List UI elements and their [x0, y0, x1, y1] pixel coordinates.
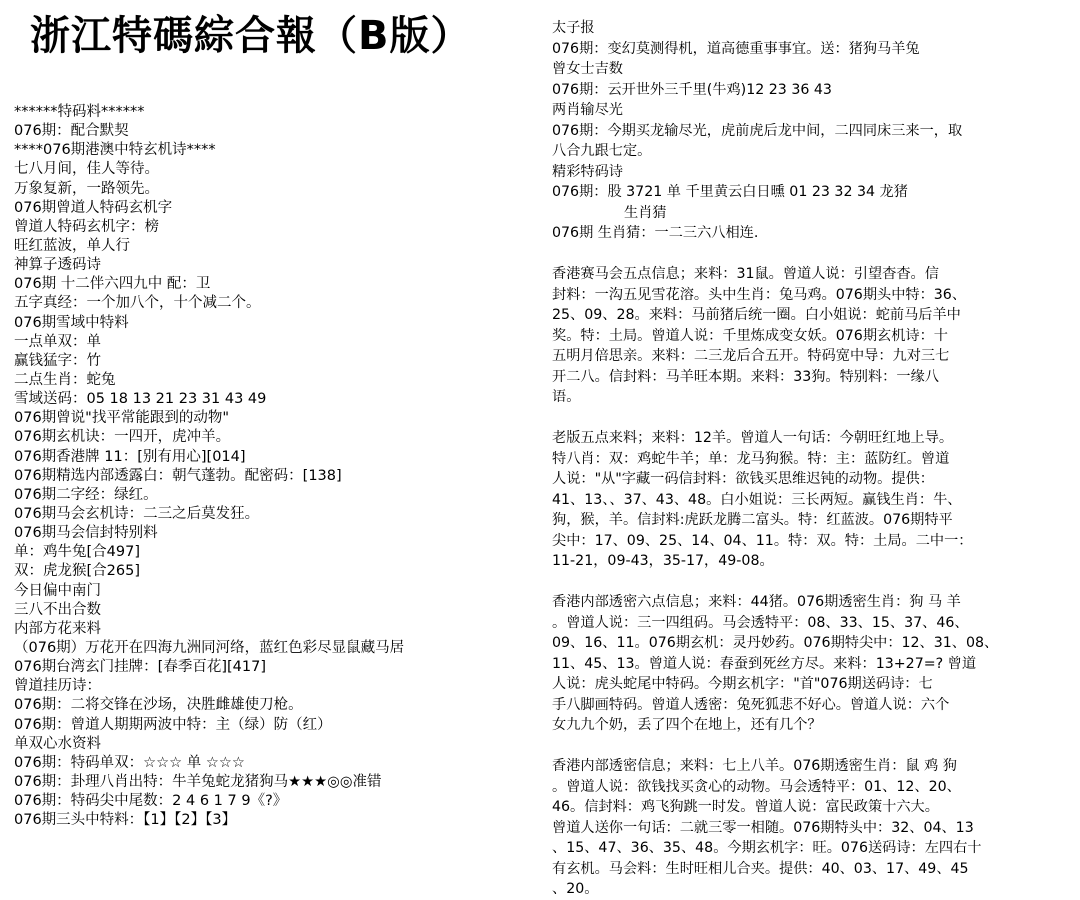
text-line: 有玄机。马会料：生时旺相儿合夹。提供：40、03、17、49、45 [552, 860, 969, 877]
text-line: 076期：曾道人期期两波中特：主（绿）防（红） [14, 716, 332, 733]
text-line: 09、16、11。076期玄机：灵丹妙药。076期特尖中：12、31、08、 [552, 635, 999, 651]
text-line: 076期：变幻莫测得机，道高德重事事宜。送：猪狗马羊兔 [552, 40, 920, 57]
text-line: 。曾道人说：欲钱找买贪心的动物。马会透特平：01、12、20、 [552, 778, 961, 795]
text-line: 076期马会信封特别料 [14, 525, 158, 542]
text-line: 076期 十二伴六四九中 配：卫 [14, 276, 211, 293]
text-line: 076期：股 3721 单 千里黄云白日曛 01 23 32 34 龙猪 [552, 184, 908, 200]
text-line: 赢钱猛字：竹 [14, 352, 101, 369]
text-line: 076期精选内部透露白：朝气蓬勃。配密码：[138] [14, 467, 342, 484]
text-line: 人说："从"字藏一码信封料：欲钱买思维迟钝的动物。提供： [552, 471, 934, 487]
text-line: 封料：一沟五见雪花溶。头中生肖：兔马鸡。076期头中特：36、 [552, 286, 967, 303]
text-line: 万象复新，一路领先。 [14, 180, 159, 197]
text-line: 八合九跟七定。 [552, 143, 652, 159]
text-line: 老版五点来料；来料：12羊。曾道人一句话：今朝旺红地上导。 [552, 430, 954, 446]
text-line: 、15、47、36、35、48。今期玄机字：旺。076送码诗：左四右十 [552, 840, 982, 856]
text-line: 076期：云开世外三千里(牛鸡)12 23 36 43 [552, 81, 832, 98]
text-line: （076期）万花开在四海九洲同河络，蓝红色彩尽显鼠藏马居 [14, 639, 405, 656]
text-line: 曾道人送你一句话：二就三零一相随。076期特头中：32、04、13 [552, 819, 974, 836]
text-line: 两肖输尽光 [552, 102, 623, 118]
text-line: 、20。 [552, 881, 599, 897]
text-line: 。曾道人说：三一四组码。马会透特平：08、33、15、37、46、 [552, 614, 969, 631]
text-line: 076期二字经：绿红。 [14, 486, 158, 503]
text-line: 旺红蓝波，单人行 [14, 237, 130, 254]
text-line: 076期香港牌 11：[别有用心][014] [14, 448, 246, 465]
text-line: 076期玄机诀：一四开，虎冲羊。 [14, 429, 231, 446]
text-line: 曾道挂历诗： [14, 678, 101, 695]
text-line: 人说：虎头蛇尾中特码。今期玄机字："首"076期送码诗：七 [552, 676, 933, 692]
text-line: 076期曾说"找平常能跟到的动物" [14, 410, 230, 427]
text-line: 076期：特码单双：☆☆☆ 单 ☆☆☆ [14, 754, 245, 771]
text-line: 神算子透码诗 [14, 257, 101, 274]
text-line: 076期曾道人特码玄机字 [14, 199, 173, 216]
text-line: 41、13、、37、43、48。白小姐说：三长两短。赢钱生肖：牛、 [552, 491, 962, 508]
page-title: 浙江特碼綜合報（B版） [30, 13, 472, 59]
text-line: 狗，猴，羊。信封料:虎跃龙腾二富头。特：红蓝波。076期特平 [552, 512, 953, 528]
text-line: 三八不出合数 [14, 601, 101, 618]
text-line: 46。信封料：鸡飞狗跳一时发。曾道人说：富民政策十六大。 [552, 799, 939, 815]
left-column [14, 103, 534, 830]
text-line: 奖。特：土局。曾道人说：千里炼成变女妖。076期玄机诗：十 [552, 327, 948, 344]
paragraph-gap [552, 408, 1076, 429]
text-line: 076期 生肖猜：一二三六八相连. [552, 225, 759, 241]
right-header-block [552, 18, 1076, 244]
text-line: 曾道人特码玄机字：榜 [14, 218, 159, 235]
text-line: 五字真经：一个加八个，十个减二个。 [14, 295, 261, 312]
text-line: 香港内部透密信息；来料：七上八羊。076期透密生肖：鼠 鸡 狗 [552, 758, 957, 774]
text-line: 11、45、13。曾道人说：春蚕到死丝方尽。来料：13+27=? 曾道 [552, 655, 977, 672]
text-line: 雪域送码：05 18 13 21 23 31 43 49 [14, 391, 267, 408]
text-line: 双：虎龙猴[合265] [14, 563, 140, 580]
text-line: 香港赛马会五点信息；来料：31鼠。曾道人说：引望杳杳。信 [552, 266, 939, 282]
text-line: 076期：特码尖中尾数：2 4 6 1 7 9《?》 [14, 793, 288, 810]
text-line: 11-21，09-43，35-17，49-08。 [552, 553, 774, 569]
paragraph-laoban [552, 428, 1076, 572]
text-line: 尖中：17、09、25、14、04、11。特：双。特：土局。二中一： [552, 532, 973, 549]
text-line: 今日偏中南门 [14, 582, 101, 599]
text-line: 内部方花来料 [14, 620, 101, 637]
paragraph-neibu-liudian [552, 592, 1076, 736]
text-line: 太子报 [552, 20, 595, 36]
text-line: 精彩特码诗 [552, 163, 623, 180]
text-line: 一点单双：单 [14, 333, 101, 350]
text-line: 开二八。信封料：马羊旺本期。来料：33狗。特别料：一缘八 [552, 368, 939, 385]
text-line: 076期：配合默契 [14, 123, 129, 140]
text-line: ******特码料****** [14, 104, 145, 120]
text-line: 076期：今期买龙输尽光，虎前虎后龙中间，二四同床三来一，取 [552, 122, 963, 139]
text-line: 特八肖：双：鸡蛇牛羊；单：龙马狗猴。特：主：蓝防红。曾道 [552, 450, 950, 467]
text-line: 076期雪域中特料 [14, 314, 129, 331]
text-line: 单：鸡牛兔[合497] [14, 544, 140, 561]
text-line: ****076期港澳中特玄机诗**** [14, 142, 216, 159]
paragraph-neibu [552, 756, 1076, 900]
paragraph-gap [552, 244, 1076, 265]
text-line: 二点生肖：蛇兔 [14, 371, 116, 388]
text-line: 25、09、28。来料：马前猪后统一圈。白小姐说：蛇前马后羊中 [552, 307, 961, 323]
text-line: 076期台湾玄门挂牌：[春季百花][417] [14, 659, 266, 676]
text-line: 单双心水资料 [14, 735, 101, 752]
text-line: 曾女士吉数 [552, 61, 623, 77]
paragraph-saima [552, 264, 1076, 408]
text-line: 五明月倍思亲。来料：二三龙后合五开。特码宽中导：九对三七 [552, 348, 950, 364]
text-line: 076期：卦理八肖出特：牛羊兔蛇龙猪狗马★★★◎◎准错 [14, 773, 382, 790]
paragraph-gap [552, 572, 1076, 593]
text-line: 七八月间，佳人等待。 [14, 161, 159, 178]
text-line: 076期：二将交锋在沙场，决胜雌雄使刀枪。 [14, 697, 303, 714]
text-line: 手八脚画特码。曾道人透密：兔死狐悲不好心。曾道人说：六个 [552, 696, 950, 713]
text-line: 语。 [552, 389, 581, 405]
paragraph-gap [552, 736, 1076, 757]
text-line: 生肖猜 [624, 204, 667, 221]
text-line: 女九九个奶，丢了四个在地上，还有几个？ [552, 717, 822, 733]
right-column [552, 18, 1076, 900]
text-line: 香港内部透密六点信息；来料：44猪。076期透密生肖：狗 马 羊 [552, 594, 961, 610]
text-line: 076期三头中特料：【1】【2】【3】 [14, 812, 237, 829]
text-line: 076期马会玄机诗：二三之后莫发狂。 [14, 505, 260, 522]
